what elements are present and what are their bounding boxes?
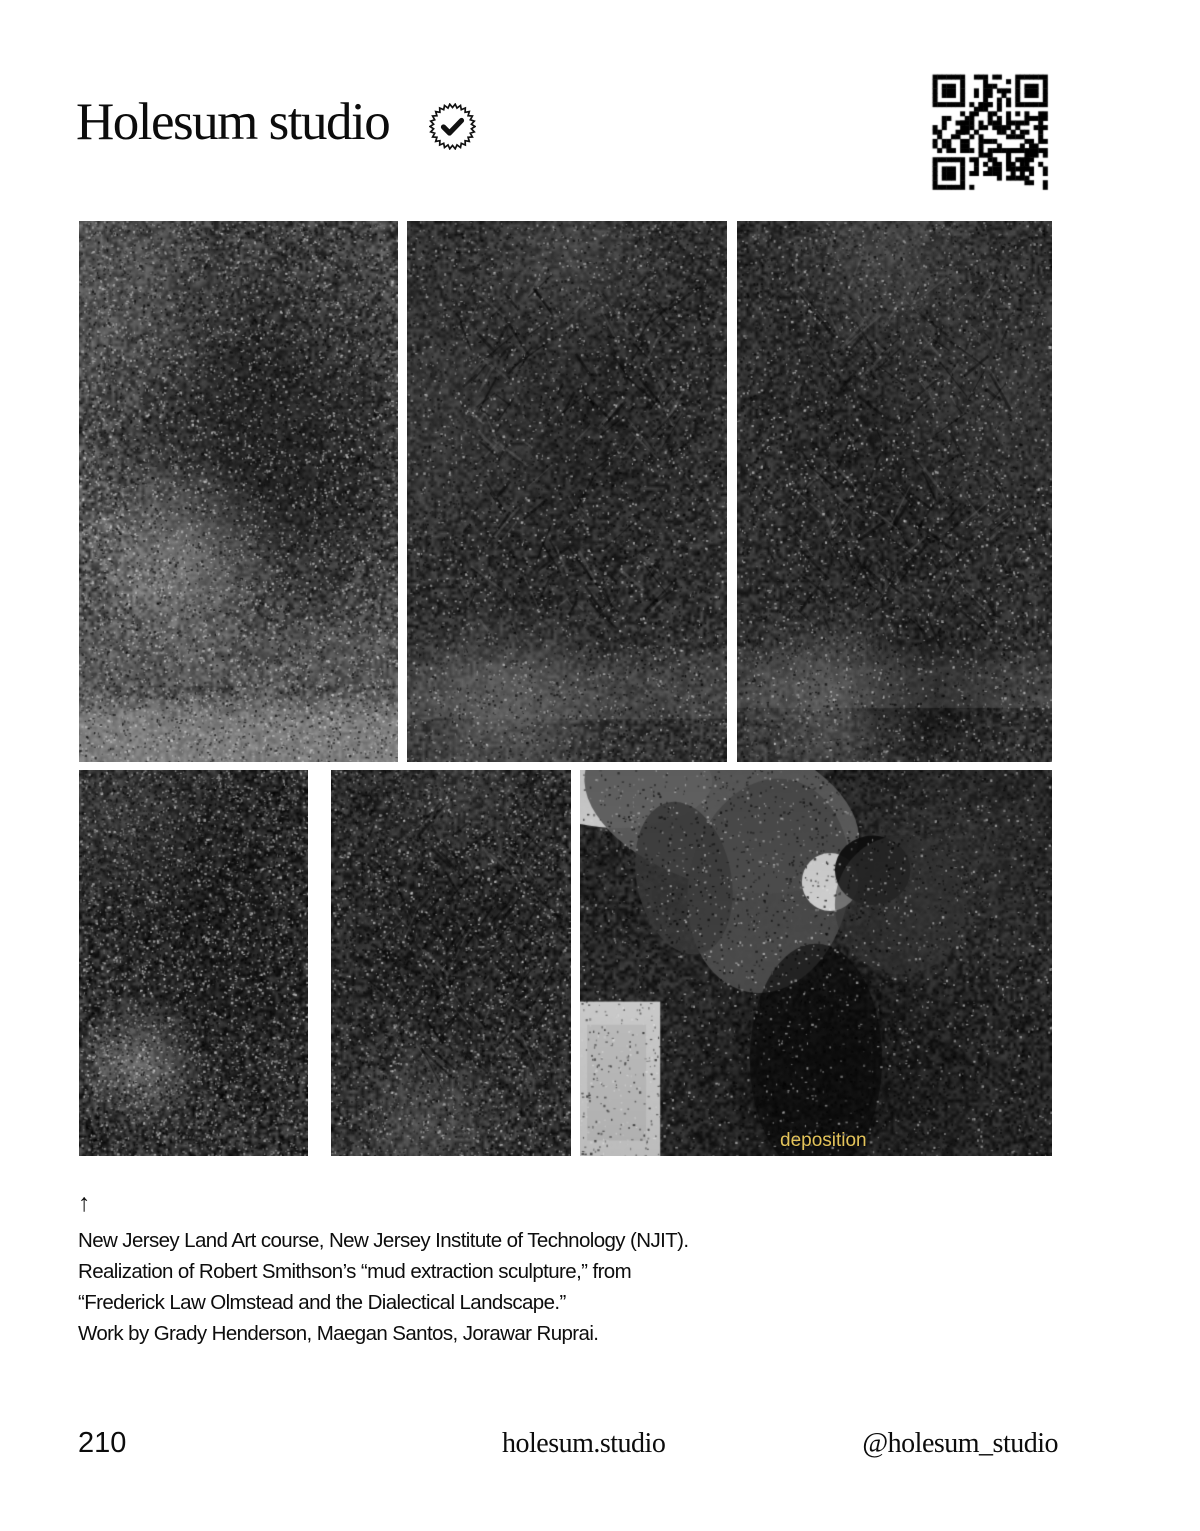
caption-line-2: Realization of Robert Smithson’s “mud extraction sculpture,” from	[78, 1260, 632, 1283]
caption-line-3: “Frederick Law Olmstead and the Dialectical Landscape.”	[78, 1291, 566, 1314]
footer-handle: @holesum_studio	[862, 1428, 1058, 1459]
photo-deposition-canvas	[580, 770, 1052, 1156]
caption-block	[78, 1190, 688, 1349]
deposition-label: deposition	[780, 1130, 867, 1151]
photo-mud-excavation-hole-large	[79, 221, 398, 762]
photo-mud-tire-track-a	[407, 221, 727, 762]
caption-line-1: New Jersey Land Art course, New Jersey Institute of Technology (NJIT).	[78, 1229, 689, 1252]
photo-deposition-still	[580, 770, 1052, 1156]
up-arrow: ↑	[78, 1189, 91, 1217]
photo-mud-excavation-detail	[79, 770, 308, 1156]
qr-code	[928, 70, 1052, 194]
verified-check-icon	[429, 103, 476, 150]
studio-title: Holesum studio	[76, 93, 390, 151]
page-number: 210	[78, 1427, 127, 1459]
photo-mud-tire-track-c	[331, 770, 571, 1156]
caption-line-4: Work by Grady Henderson, Maegan Santos, Jorawar Ruprai.	[78, 1322, 599, 1345]
footer-website: holesum.studio	[502, 1428, 666, 1459]
photo-mud-tire-track-b	[737, 221, 1052, 762]
